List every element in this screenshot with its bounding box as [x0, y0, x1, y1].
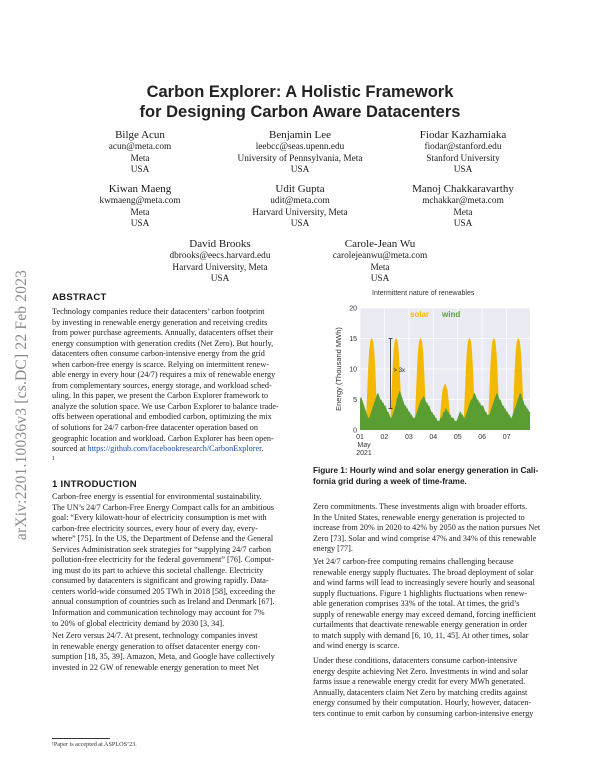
author-email: dbrooks@eecs.harvard.edu	[169, 251, 271, 261]
y-tick-label: 5	[353, 397, 357, 404]
x-tick-label: 06	[478, 434, 487, 441]
body-line: Zero commitments. These investments align with broader efforts.	[313, 502, 528, 511]
figure-caption-line: Figure 1: Hourly wind and solar energy generation in Cali-	[313, 466, 539, 475]
author-affiliation: Stanford University	[426, 153, 500, 164]
body-line: ters continue to emit carbon by consuming carbon-intensive energy	[313, 708, 534, 718]
intro-line: goal: “Every kilowatt-hour of electricity consumption is met with	[52, 513, 267, 523]
x-tick-label: 02	[380, 434, 389, 441]
right-paragraph-1	[313, 502, 563, 555]
footnote-rule	[52, 738, 110, 739]
author-block	[55, 128, 225, 177]
body-line: In the United States, renewable energy generation is projected to	[313, 512, 525, 522]
y-tick-label: 10	[349, 366, 357, 374]
author-block	[215, 182, 385, 231]
body-line: and wind farms will lead to increasingly severe hourly and seasonal	[313, 578, 535, 588]
paper-title-line-1: Carbon Explorer: A Holistic Framework	[146, 83, 454, 101]
x-tick-label: 07	[502, 434, 511, 441]
abstract-line: energy consumption with generation credits (Net Zero). But hourly,	[52, 338, 274, 348]
right-paragraph-3	[313, 656, 563, 719]
author-country: USA	[290, 165, 310, 176]
paper-title-line-2: for Designing Carbon Aware Datacenters	[139, 103, 461, 121]
abstract-text: .	[261, 444, 264, 454]
author-country: USA	[210, 274, 230, 285]
author-affiliation: Meta	[130, 153, 150, 164]
abstract-line: from power purchase agreements. Annually, datacenters offset their	[52, 328, 273, 338]
legend-wind-label: wind	[442, 310, 461, 319]
abstract-line: uling. In this paper, we present the Carbon Explorer framework to	[52, 391, 269, 401]
abstract-line: offs between operational and embodied carbon, optimizing the mix	[52, 412, 272, 422]
intro-line: Carbon-free energy is essential for environmental sustainability.	[52, 492, 262, 501]
intro-line: carbon-free electricity sources, every hour of every day, every-	[52, 523, 258, 533]
intro-line: Services Administration seek strategies for “supplying 24/7 carbon	[52, 544, 271, 554]
y-axis-label: Energy (Thousand MWh)	[334, 327, 343, 411]
figure-caption-line: fornia grid during a week of time-frame.	[313, 476, 467, 486]
x-tick-label: 03	[404, 434, 413, 441]
author-country: USA	[453, 165, 473, 176]
abstract-line: when carbon-free energy is scarce. Relying on intermittent renew-	[52, 359, 269, 369]
abstract-line: geographic location and workload. Carbon Explorer has been open-	[52, 433, 274, 443]
body-line: increase from 20% in 2020 to 42% by 2050 as the nation pursues Net	[313, 523, 541, 533]
author-email: kwmaeng@meta.com	[99, 196, 181, 206]
body-line: supply of renewable energy may exceed demand, forcing inefficient	[313, 609, 536, 619]
intro-line: ing must do its part to achieve this societal challenge. Electricity	[52, 565, 264, 575]
body-line: supply fluctuations. Figure 1 highlights fluctuations when renew-	[313, 588, 528, 598]
intro-line: annual consumption of countries such as Ireland and Denmark [67].	[52, 597, 275, 607]
y-tick-label: 0	[353, 427, 357, 435]
author-affiliation: Meta	[130, 207, 150, 218]
body-line: and wind energy is scarce.	[313, 641, 400, 651]
x-tick-label: 04	[429, 434, 438, 441]
figure-1-chart	[330, 300, 540, 460]
intro-line: consumed by datacenters is significant and growing rapidly. Data-	[52, 576, 269, 586]
author-name: Kiwan Maeng	[108, 183, 172, 195]
intro-line: in renewable energy generation to offset datacenter energy con-	[52, 641, 261, 651]
body-line: energy [77].	[313, 544, 353, 554]
body-line: to match supply with demand [6, 10, 11, 45]. At other times, solar	[313, 630, 529, 640]
abstract-line: analyze the solution space. We use Carbon Explorer to balance trade-	[52, 401, 279, 411]
body-line: able generation comprises 33% of the total. At times, the grid’s	[313, 599, 520, 609]
intro-line: Net Zero versus 24/7. At present, technology companies invest	[52, 631, 258, 640]
abstract-body	[52, 307, 298, 463]
author-block	[378, 182, 548, 231]
author-name: Carole-Jean Wu	[344, 238, 416, 250]
author-name: Benjamin Lee	[268, 129, 331, 141]
intro-line: to 20% of global electricity demand by 2030 [3, 34].	[52, 618, 225, 628]
right-paragraph-2	[313, 557, 563, 652]
x-tick-label: 01	[356, 434, 364, 441]
arxiv-stamp-text: arXiv:2201.10036v3 [cs.DC] 22 Feb 2023	[13, 269, 30, 541]
section-heading-introduction: 1 INTRODUCTION	[52, 479, 137, 490]
intro-line: centers world-wide consumed 205 TWh in 2018 [58], exceeding the	[52, 586, 276, 596]
arxiv-stamp	[4, 205, 40, 605]
author-name: Bilge Acun	[115, 129, 165, 141]
body-line: farms issue a renewable energy credit for every MWh generated.	[313, 677, 526, 687]
author-email: carolejeanwu@meta.com	[332, 251, 428, 261]
abstract-line: able energy in every hour (24/7) requires a mix of renewable energy	[52, 370, 276, 380]
intro-line: pollution-free electricity for the federal government” [76]. Comput-	[52, 555, 274, 565]
body-line: Annually, datacenters claim Net Zero by matching credits against	[313, 687, 528, 697]
body-line: renewable energy supply fluctuates. The broad deployment of solar	[313, 567, 534, 577]
intro-line: where” [75]. In the US, the Department of Defense and the General	[52, 534, 274, 544]
author-email: udit@meta.com	[270, 196, 330, 206]
author-affiliation: Harvard University, Meta	[252, 207, 348, 218]
x-axis-month-label: May	[357, 442, 371, 449]
intro-line: sumption [18, 35, 39]. Amazon, Meta, and Google have collectively	[52, 652, 275, 662]
abstract-footnote-mark: 1	[52, 455, 55, 462]
author-email: fiodar@stanford.edu	[424, 142, 502, 152]
author-block	[55, 182, 225, 231]
intro-paragraph-2	[52, 631, 298, 673]
author-country: USA	[290, 219, 310, 230]
abstract-line: by investing in renewable energy generation and receiving credits	[52, 317, 268, 327]
author-name: Udit Gupta	[275, 183, 325, 195]
body-line: energy consumed by their computation. Hourly, however, datacen-	[313, 698, 532, 708]
author-block	[378, 128, 548, 177]
abstract-line: Technology companies reduce their datacenters’ carbon footprint	[52, 307, 265, 316]
y-tick-label: 20	[349, 305, 357, 313]
github-link[interactable]: https://github.com/facebookresearch/CarbonExplorer	[87, 444, 262, 454]
author-country: USA	[370, 274, 390, 285]
author-country: USA	[453, 219, 473, 230]
author-block	[135, 237, 305, 286]
body-line: curtailments that deactivate renewable energy generation in order	[313, 620, 528, 630]
x-axis-year-label: 2021	[356, 450, 372, 457]
body-line: Zero [73]. Solar and wind comprise 47% and 34% of this renewable	[313, 533, 537, 543]
abstract-heading: ABSTRACT	[52, 292, 107, 303]
figure-title: Intermittent nature of renewables	[372, 290, 475, 297]
intro-line: Information and communication technology may account for 7%	[52, 608, 265, 618]
body-line: Under these conditions, datacenters consume carbon-intensive	[313, 656, 518, 665]
annotation-label: > 3x	[393, 368, 406, 375]
intro-line: invested in 22 GW of renewable energy generation to meet Net	[52, 662, 260, 672]
intro-line: The UN’s 24/7 Carbon-Free Energy Compact calls for an ambitious	[52, 502, 274, 512]
intro-paragraph-1	[52, 492, 298, 629]
body-line: Yet 24/7 carbon-free computing remains challenging because	[313, 557, 514, 566]
abstract-text: sourced at	[52, 444, 88, 454]
author-block	[295, 237, 465, 286]
author-country: USA	[130, 165, 150, 176]
author-country: USA	[130, 219, 150, 230]
author-email: acun@meta.com	[108, 142, 172, 152]
body-line: energy despite achieving Net Zero. Investments in wind and solar	[313, 666, 528, 676]
abstract-line	[52, 444, 298, 455]
y-tick-label: 15	[349, 336, 357, 343]
author-email: mchakkar@meta.com	[422, 196, 504, 206]
author-block	[215, 128, 385, 177]
legend-solar-label: solar	[410, 310, 430, 319]
abstract-line: of solutions for 24/7 carbon-free datacenter operation based on	[52, 423, 258, 433]
author-name: Fiodar Kazhamiaka	[419, 129, 507, 141]
abstract-line: datacenters often consume carbon-intensive energy from the grid	[52, 349, 265, 359]
author-affiliation: Meta	[370, 262, 390, 273]
author-affiliation: University of Pennsylvania, Meta	[237, 153, 363, 164]
author-affiliation: Harvard University, Meta	[172, 262, 268, 273]
abstract-line: from complementary sources, energy storage, and workload sched-	[52, 380, 272, 390]
footnote: ¹Paper is accepted at ASPLOS’23.	[52, 741, 137, 748]
author-name: David Brooks	[189, 238, 251, 250]
author-email: leebcc@seas.upenn.edu	[255, 142, 345, 152]
author-affiliation: Meta	[453, 207, 473, 218]
figure-caption	[313, 466, 563, 487]
x-tick-label: 05	[453, 434, 462, 441]
author-name: Manoj Chakkaravarthy	[412, 183, 514, 195]
